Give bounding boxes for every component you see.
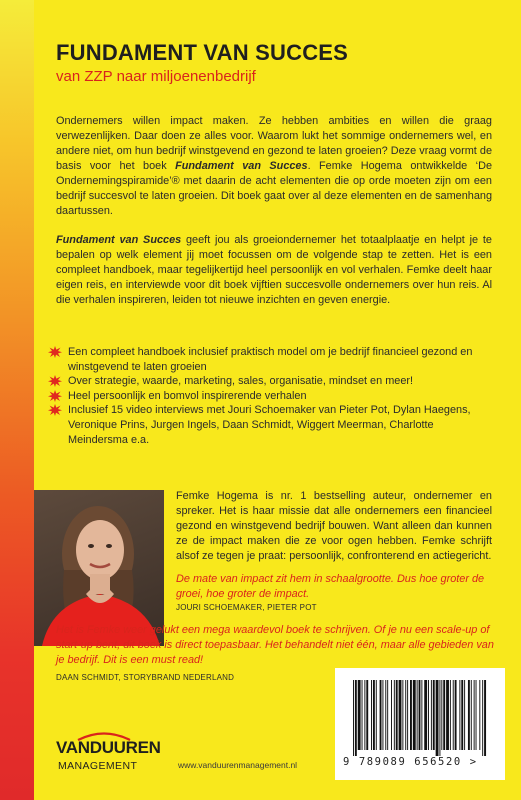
barcode-bar	[410, 680, 412, 750]
barcode-bar	[387, 680, 388, 750]
testimonial-quote-2: Het is Femke weer gelukt een mega waardevol boek te schrijven. Of je nu een scale-up of start-up bent, dit boek is direct toepasbaar. Het behandelt niet één, maar alle gebieden van je bedrijf. Dit is een must read!	[56, 624, 494, 666]
intro-paragraph-1: Ondernemers willen impact maken. Ze hebben ambities en willen die graag verwezenlijken. Daar doen ze alles voor. Waarom lukt het sommige ondernemers wel, en andere niet, om hun bedrijf winstgevend en gezond te laten groeien? Deze vraag vormt de basis voor het boek Fundament van Succes. Femke Hogema ontwikkelde ‘De Ondernemingspiramide’® met daarin de acht elementen die op orde moeten zijn om een bedrijf succesvol te laten groeien. Dit boek gaat over al deze elementen en de samenhang daartussen.	[56, 115, 493, 217]
barcode-bar	[482, 680, 483, 756]
barcode-bar	[382, 680, 383, 750]
publisher-website-link[interactable]: www.vanduurenmanagement.nl	[178, 760, 298, 770]
barcode-bar	[431, 680, 432, 750]
barcode-bar	[421, 680, 422, 750]
barcode-bar	[433, 680, 435, 750]
publisher-logo-subname: MANAGEMENT	[58, 760, 138, 772]
barcode-bar	[428, 680, 429, 750]
barcode-bar	[366, 680, 368, 750]
barcode-bar	[376, 680, 377, 750]
barcode-bar	[362, 680, 363, 750]
barcode-bar	[441, 680, 442, 750]
isbn-barcode	[335, 668, 505, 780]
red-starburst-icon	[48, 390, 62, 402]
barcode-bar	[484, 680, 486, 756]
author-bio: Femke Hogema is nr. 1 bestselling auteur, ondernemer en spreker. Het is haar missie dat alle ondernemers een financieel gezond en winstgevend bedrijf bouwen. Want alleen dan kunnen ze de impact maken die ze voor ogen hebben. Femke schrijft alsof ze tegen je praat: persoonlijk, confronterend en actiegericht.	[176, 490, 492, 562]
barcode-bar	[471, 680, 472, 750]
feature-list	[48, 345, 494, 447]
red-starburst-icon	[48, 404, 62, 416]
barcode-bar	[417, 680, 418, 750]
barcode-bar	[459, 680, 460, 750]
barcode-bar	[446, 680, 449, 750]
publisher-logo	[56, 738, 166, 778]
barcode-bar	[391, 680, 392, 750]
barcode-bar	[394, 680, 395, 750]
barcode-bar	[419, 680, 421, 750]
barcode-bar	[371, 680, 372, 750]
intro-paragraph-2: Fundament van Succes geeft jou als groeiondernemer het totaalplaatje en helpt je te bepalen op welk element jij moet focussen om de volgende stap te zetten. Het is een compleet handboek, maar tegelijkertijd heel persoonlijk en vol verhalen. Femke deelt haar eigen reis, en interviewde voor dit boek vijftien succesvolle ondernemers over hun reis. Al die verhalen inspireren, leiden tot nieuwe inzichten en geven energie.	[56, 234, 492, 306]
testimonial-attribution-1: JOURI SCHOEMAKER, PIETER POT	[176, 603, 317, 612]
book-title-inline: Fundament van Succes	[175, 160, 308, 172]
testimonial-attribution-2: DAAN SCHMIDT, STORYBRAND NEDERLAND	[56, 673, 235, 682]
barcode-bar	[373, 680, 375, 750]
testimonial-quote-1: De mate van impact zit hem in schaalgrootte. Dus hoe groter de groei, hoe groter de impact.	[176, 573, 485, 600]
barcode-bar	[479, 680, 480, 750]
list-item: Inclusief 15 video interviews met Jouri Schoemaker van Pieter Pot, Dylan Haegens, Veronique Prins, Jurgen Ingels, Daan Schmidt, Wiggert Meerman, Charlotte Meindersma e.a.	[48, 403, 494, 447]
barcode-bar	[450, 680, 451, 750]
barcode-bar	[385, 680, 386, 750]
barcode-bar	[402, 680, 403, 750]
book-title: FUNDAMENT VAN SUCCES	[56, 40, 349, 65]
barcode-bar	[461, 680, 463, 750]
barcode-bar	[413, 680, 416, 750]
barcode-bar	[436, 680, 439, 756]
barcode-bar	[364, 680, 365, 750]
barcode-bar	[358, 680, 361, 750]
barcode-bar	[474, 680, 475, 750]
list-item: Heel persoonlijk en bomvol inspirerende verhalen	[48, 389, 494, 404]
barcode-bar	[405, 680, 406, 750]
red-starburst-icon	[48, 375, 62, 387]
barcode-bar	[468, 680, 470, 750]
barcode-bar	[399, 680, 402, 750]
red-starburst-icon	[48, 346, 62, 358]
barcode-bar	[424, 680, 427, 750]
barcode-bar	[355, 680, 357, 756]
barcode-bar	[407, 680, 408, 750]
barcode-bar	[464, 680, 465, 750]
barcode-bar	[453, 680, 454, 750]
list-item: Over strategie, waarde, marketing, sales, organisatie, mindset en meer!	[48, 374, 494, 389]
gradient-side-stripe	[0, 0, 34, 800]
barcode-bar	[353, 680, 354, 756]
isbn-number: 9 789089 656520 >	[343, 756, 478, 768]
barcode-bar	[443, 680, 445, 750]
barcode-bars	[353, 680, 487, 756]
barcode-bar	[476, 680, 477, 750]
barcode-bar	[396, 680, 398, 750]
list-item: Een compleet handboek inclusief praktisch model om je bedrijf financieel gezond en winstgevend te laten groeien	[48, 345, 494, 374]
book-title-inline: Fundament van Succes	[56, 234, 182, 246]
book-subtitle: van ZZP naar miljoenenbedrijf	[56, 68, 256, 85]
barcode-bar	[439, 680, 440, 756]
barcode-bar	[455, 680, 457, 750]
barcode-bar	[380, 680, 382, 750]
publisher-logo-name: VANDUUREN	[56, 738, 161, 757]
